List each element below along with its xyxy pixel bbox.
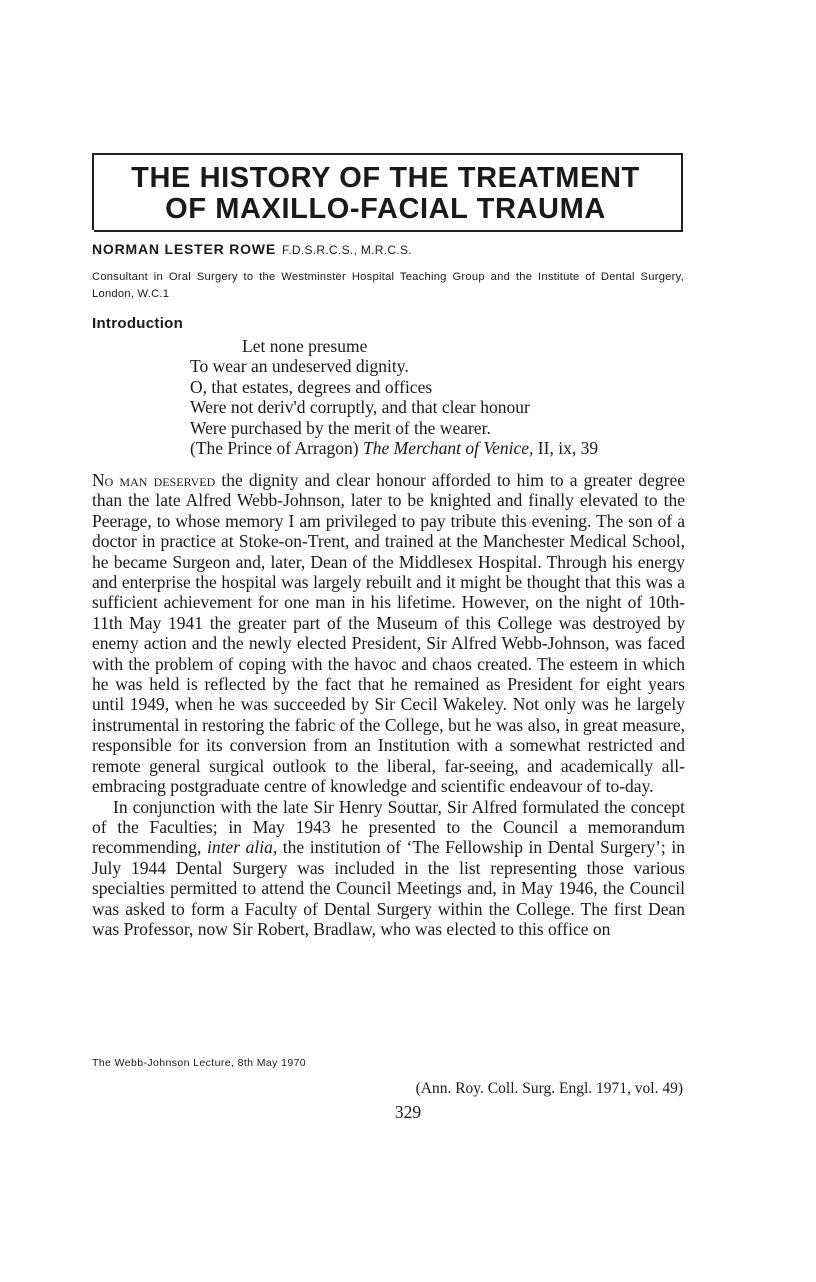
paragraph-2-italic: inter alia, xyxy=(206,837,278,858)
attribution-speaker: (The Prince of Arragon) xyxy=(190,438,363,459)
epigraph-line: Were purchased by the merit of the wearer. xyxy=(190,417,491,438)
epigraph-line: O, that estates, degrees and offices xyxy=(190,376,433,397)
epigraph-line: Let none presume xyxy=(242,336,368,356)
paragraph-1 xyxy=(92,470,685,797)
author-affiliation: Consultant in Oral Surgery to the Westminster Hospital Teaching Group and the Institute of Dental Surgery, London, W.C.1 xyxy=(92,271,684,300)
paragraph-2-part-2: the institution of ‘The Fellowship in Dental Surgery’; in July 1944 Dental Surgery was included in the list representing those various specialties permitted to attend the Council Meetings and, in May 1946, the Council was asked to form a Faculty of Dental Surgery within the College. The first Dean was Professor, now Sir Robert, Bradlaw, who was elected to this office on xyxy=(92,837,685,939)
paragraph-2 xyxy=(92,797,685,940)
paragraph-1-text: the dignity and clear honour afforded to him to a greater degree than the late Alfred Webb-Johnson, later to be knighted and finally elevated to the Peerage, to whose memory I am privileged to pay tribute this evening. The son of a doctor in practice at Stoke-on-Trent, and trained at the Manchester Medical School, he became Surgeon and, later, Dean of the Middlesex Hospital. Through his energy and enterprise the hospital was largely rebuilt and it might be thought that this was a sufficient achievement for one man in his lifetime. However, on the night of 10th-11th May 1941 the greater part of the Museum of this College was destroyed by enemy action and the newly elected President, Sir Alfred Webb-Johnson, was faced with the problem of coping with the havoc and chaos created. The esteem in which he was held is reflected by the fact that he remained as President for eight years until 1949, when he was succeeded by Sir Cecil Wakeley. Not only was he largely instrumental in restoring the fabric of the College, but he was also, in great measure, responsible for its conversion from an Institution with a somewhat restricted and remote general surgical outlook to the liberal, far-seeing, and academically all-embracing postgraduate centre of knowledge and scientific endeavour of to-day. xyxy=(92,470,686,797)
section-heading: Introduction xyxy=(92,315,184,332)
epigraph-attribution xyxy=(190,438,598,458)
lecture-footnote: The Webb-Johnson Lecture, 8th May 1970 xyxy=(92,1057,307,1069)
epigraph-line: Were not deriv'd corruptly, and that clear honour xyxy=(190,397,530,418)
title-rule-bottom xyxy=(94,230,683,232)
author-name: NORMAN LESTER ROWE xyxy=(92,241,276,257)
article-title-line-1: THE HISTORY OF THE TREATMENT xyxy=(131,162,640,194)
page-number: 329 xyxy=(394,1102,422,1122)
paragraph-1-lead: No man deserved xyxy=(92,470,216,490)
journal-citation: (Ann. Roy. Coll. Surg. Engl. 1971, vol. 49) xyxy=(415,1080,683,1097)
article-title-line-2: OF MAXILLO-FACIAL TRAUMA xyxy=(165,193,606,225)
author-byline xyxy=(92,241,412,257)
title-rule-top xyxy=(94,153,681,155)
attribution-work: The Merchant of Venice, xyxy=(363,438,534,459)
epigraph xyxy=(190,336,598,458)
author-qualifications: F.D.S.R.C.S., M.R.C.S. xyxy=(281,243,412,257)
paragraph-2-part-1: In conjunction with the late Sir Henry Souttar, Sir Alfred formulated the concept of the Faculties; in May 1943 he presented to the Council a memorandum recommending, xyxy=(92,796,685,858)
attribution-reference: II, ix, 39 xyxy=(533,438,599,459)
body-text xyxy=(92,470,685,939)
epigraph-line: To wear an undeserved dignity. xyxy=(190,356,409,377)
